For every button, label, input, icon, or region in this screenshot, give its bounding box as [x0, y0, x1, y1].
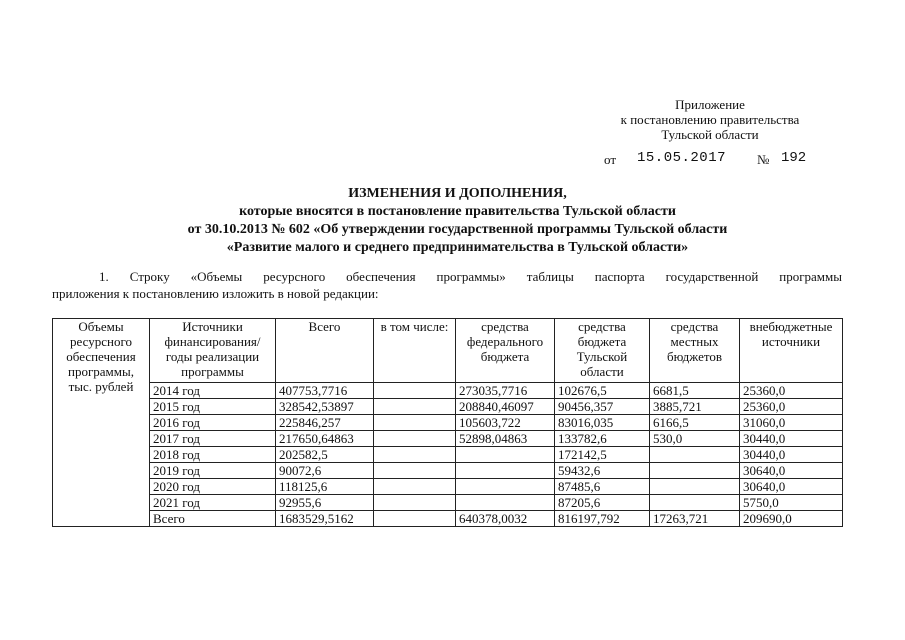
title-line-2: которые вносятся в постановление правительства Тульской области [239, 204, 676, 219]
cell-local [650, 463, 740, 479]
cell-year: 2014 год [150, 383, 276, 399]
cell-including [374, 447, 456, 463]
cell-year: 2020 год [150, 479, 276, 495]
table-row [53, 431, 843, 447]
cell-extrabudgetary: 30440,0 [740, 447, 843, 463]
number-label: № [757, 152, 770, 167]
table-row [53, 415, 843, 431]
paragraph-line-2: приложения к постановлению изложить в новой редакции: [52, 286, 379, 301]
header-local: средства местных бюджетов [650, 319, 740, 383]
table-row [53, 463, 843, 479]
cell-local: 3885,721 [650, 399, 740, 415]
cell-federal: 52898,04863 [456, 431, 555, 447]
cell-federal: 273035,7716 [456, 383, 555, 399]
table-row [53, 383, 843, 399]
cell-year: 2019 год [150, 463, 276, 479]
cell-regional: 172142,5 [555, 447, 650, 463]
cell-year: 2016 год [150, 415, 276, 431]
table-row [53, 495, 843, 511]
cell-extrabudgetary: 25360,0 [740, 383, 843, 399]
title-line-3: от 30.10.2013 № 602 «Об утверждении государственной программы Тульской области [187, 222, 728, 237]
cell-local: 17263,721 [650, 511, 740, 527]
row-label-cell: Объемы ресурсного обеспечения программы, тыс. рублей [53, 319, 150, 527]
cell-federal: 640378,0032 [456, 511, 555, 527]
appendix-line-1: Приложение [675, 97, 745, 112]
date-from-label: от [604, 152, 617, 167]
appendix-line-3: Тульской области [661, 127, 759, 142]
document-date: 15.05.2017 [637, 150, 727, 166]
header-federal: средства федерального бюджета [456, 319, 555, 383]
cell-total: 92955,6 [276, 495, 374, 511]
cell-total: 407753,7716 [276, 383, 374, 399]
cell-year: 2017 год [150, 431, 276, 447]
cell-local: 6166,5 [650, 415, 740, 431]
cell-including [374, 479, 456, 495]
cell-including [374, 431, 456, 447]
cell-federal [456, 479, 555, 495]
cell-extrabudgetary: 30440,0 [740, 431, 843, 447]
cell-regional: 102676,5 [555, 383, 650, 399]
cell-including [374, 383, 456, 399]
cell-regional: 83016,035 [555, 415, 650, 431]
cell-local [650, 479, 740, 495]
cell-total: 225846,257 [276, 415, 374, 431]
cell-regional: 816197,792 [555, 511, 650, 527]
cell-extrabudgetary: 25360,0 [740, 399, 843, 415]
cell-extrabudgetary: 5750,0 [740, 495, 843, 511]
header-sources: Источники финансирования/ годы реализации программы [150, 319, 276, 383]
cell-total: 118125,6 [276, 479, 374, 495]
cell-regional: 87205,6 [555, 495, 650, 511]
cell-including [374, 463, 456, 479]
cell-year: Всего [150, 511, 276, 527]
table-header-row [53, 319, 843, 383]
cell-federal [456, 447, 555, 463]
cell-total: 217650,64863 [276, 431, 374, 447]
cell-federal: 208840,46097 [456, 399, 555, 415]
table-row [53, 447, 843, 463]
cell-total: 90072,6 [276, 463, 374, 479]
cell-local [650, 495, 740, 511]
cell-including [374, 415, 456, 431]
cell-regional: 59432,6 [555, 463, 650, 479]
document-title [60, 185, 855, 257]
header-regional: средства бюджета Тульской области [555, 319, 650, 383]
table-row [53, 399, 843, 415]
cell-local: 530,0 [650, 431, 740, 447]
paragraph-line-1: 1. Строку «Объемы ресурсного обеспечения программы» таблицы паспорта государственной программы [99, 269, 842, 284]
cell-including [374, 495, 456, 511]
cell-regional: 133782,6 [555, 431, 650, 447]
cell-extrabudgetary: 30640,0 [740, 479, 843, 495]
header-extrabudgetary: внебюджетные источники [740, 319, 843, 383]
cell-local: 6681,5 [650, 383, 740, 399]
cell-year: 2021 год [150, 495, 276, 511]
cell-federal [456, 463, 555, 479]
cell-year: 2018 год [150, 447, 276, 463]
cell-extrabudgetary: 209690,0 [740, 511, 843, 527]
cell-regional: 90456,357 [555, 399, 650, 415]
cell-extrabudgetary: 30640,0 [740, 463, 843, 479]
resource-table [52, 318, 843, 527]
document-number: 192 [781, 150, 807, 166]
instruction-paragraph [52, 268, 842, 302]
table-row [53, 511, 843, 527]
cell-local [650, 447, 740, 463]
cell-year: 2015 год [150, 399, 276, 415]
title-line-4: «Развитие малого и среднего предпринимательства в Тульской области» [226, 240, 689, 255]
cell-total: 202582,5 [276, 447, 374, 463]
cell-including [374, 399, 456, 415]
cell-including [374, 511, 456, 527]
table-row [53, 479, 843, 495]
title-line-1: ИЗМЕНЕНИЯ И ДОПОЛНЕНИЯ, [348, 186, 567, 201]
cell-total: 328542,53897 [276, 399, 374, 415]
cell-total: 1683529,5162 [276, 511, 374, 527]
appendix-line-2: к постановлению правительства [620, 112, 800, 127]
appendix-header [580, 97, 840, 142]
cell-federal: 105603,722 [456, 415, 555, 431]
header-total: Всего [276, 319, 374, 383]
cell-regional: 87485,6 [555, 479, 650, 495]
cell-extrabudgetary: 31060,0 [740, 415, 843, 431]
header-including: в том числе: [374, 319, 456, 383]
cell-federal [456, 495, 555, 511]
